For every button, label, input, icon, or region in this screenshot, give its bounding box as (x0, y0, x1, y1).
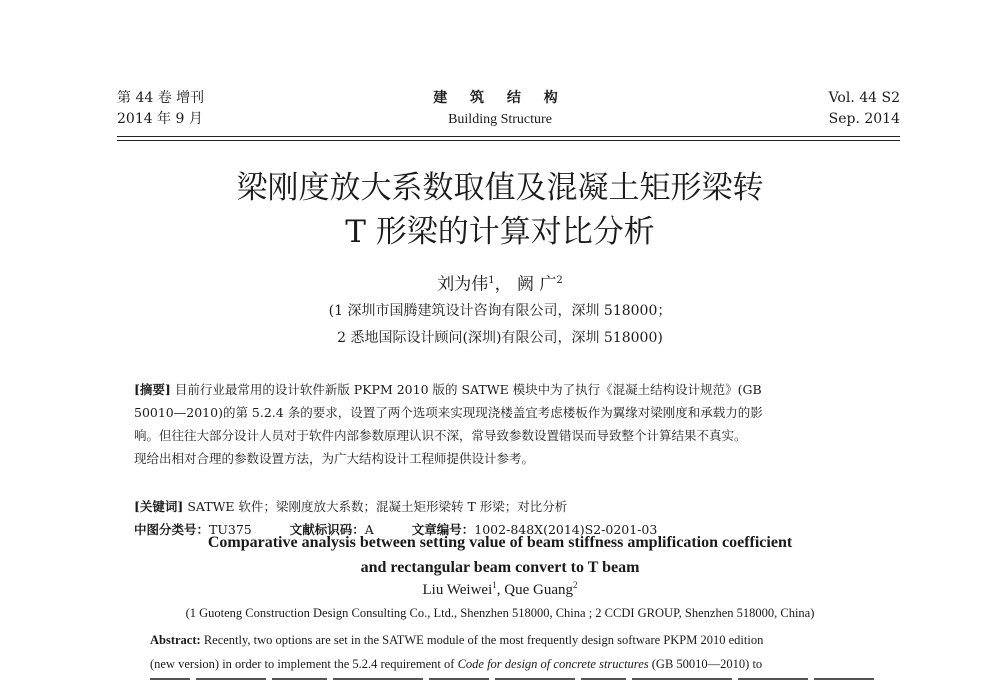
abstract-en-line2 (150, 652, 880, 676)
author-list-en (0, 580, 1000, 599)
author-2: 阙 广 (517, 274, 557, 295)
author-1-en-affil-mark: 1 (492, 580, 497, 590)
affiliation-2: 2 悉地国际设计顾问(深圳)有限公司，深圳 518000) (337, 330, 663, 346)
keywords-label: [关键词] (134, 499, 184, 514)
abstract-cn-line3: 响。但往往大部分设计人员对于软件内部参数原理认识不深，常导致参数设置错误而导致整个计算结果不真实。 (134, 428, 747, 443)
paper-title-line2: T 形梁的计算对比分析 (345, 214, 655, 250)
affiliation-1: (1 深圳市国腾建筑设计咨询有限公司，深圳 518000； (328, 303, 672, 319)
abstract-cn-line4: 现给出相对合理的参数设置方法，为广大结构设计工程师提供设计参考。 (134, 451, 535, 466)
keywords-value: SATWE 软件；梁刚度放大系数；混凝土矩形梁转 T 形梁；对比分析 (187, 499, 568, 514)
abstract-en-text2a: (new version) in order to implement the 5.2.4 requirement of (150, 657, 458, 671)
author-list (0, 270, 1000, 296)
article-no-value: 1002-848X(2014)S2-0201-03 (474, 522, 658, 537)
abstract-en-line1 (150, 628, 880, 652)
article-no-label: 文章编号： (411, 522, 475, 537)
journal-name-en: Building Structure (448, 112, 552, 127)
keywords-line (134, 495, 657, 518)
clc-label: 中图分类号： (134, 522, 210, 537)
abstract-en (150, 628, 880, 676)
author-2-en: Que Guang (504, 582, 573, 598)
abstract-cn (134, 378, 882, 470)
author-en-separator: , (496, 582, 505, 598)
paper-title-line1: 梁刚度放大系数取值及混凝土矩形梁转 (236, 170, 764, 206)
header-rule-top (117, 136, 900, 137)
header-vol-issue-en: Vol. 44 S2 (828, 90, 900, 106)
abstract-en-code-name: Code for design of concrete structures (457, 657, 649, 671)
journal-name-cn: 建 筑 结 构 (433, 90, 567, 106)
affiliation-en: (1 Guoteng Construction Design Consulting Co., Ltd., Shenzhen 518000, China ; 2 CCDI GROUP, Shenzhen 518000, China) (185, 606, 815, 620)
author-1-affil-mark: 1 (488, 275, 495, 286)
clc-value: TU375 (209, 522, 252, 537)
abstract-cn-line1 (134, 378, 882, 401)
cropped-text-line (150, 678, 880, 684)
author-separator: ， (494, 274, 517, 295)
abstract-cn-text1: 目前行业最常用的设计软件新版 PKPM 2010 版的 SATWE 模块中为了执行《混凝土结构设计规范》(GB (174, 382, 762, 397)
abstract-en-text1: Recently, two options are set in the SATWE module of the most frequently design software PKPM 2010 edition (203, 633, 764, 647)
header-volume-issue: 第 44 卷 增刊 (117, 90, 205, 106)
header-volume-en (829, 88, 900, 130)
abstract-cn-line2: 50010—2010)的第 5.2.4 条的要求，设置了两个选项来实现现浇楼盖宜考虑楼板作为翼缘对梁刚度和承载力的影 (134, 405, 763, 420)
header-rule-bottom (117, 140, 900, 141)
author-2-en-affil-mark: 2 (572, 580, 578, 590)
english-title-line2: and rectangular beam convert to T beam (360, 559, 640, 576)
author-2-affil-mark: 2 (556, 275, 563, 286)
doc-code-value: A (364, 522, 374, 537)
english-title-line1: Comparative analysis between setting value of beam stiffness amplification coefficient (207, 534, 793, 551)
doc-code-label: 文献标识码： (289, 522, 365, 537)
abstract-en-label: Abstract: (150, 633, 201, 647)
abstract-cn-label: [摘要] (134, 382, 171, 397)
author-1: 刘为伟 (437, 274, 489, 295)
header-date-cn: 2014 年 9 月 (117, 111, 203, 127)
abstract-en-text2b: (GB 50010—2010) to (648, 657, 763, 671)
header-date-en: Sep. 2014 (828, 111, 900, 127)
author-1-en: Liu Weiwei (422, 582, 493, 598)
